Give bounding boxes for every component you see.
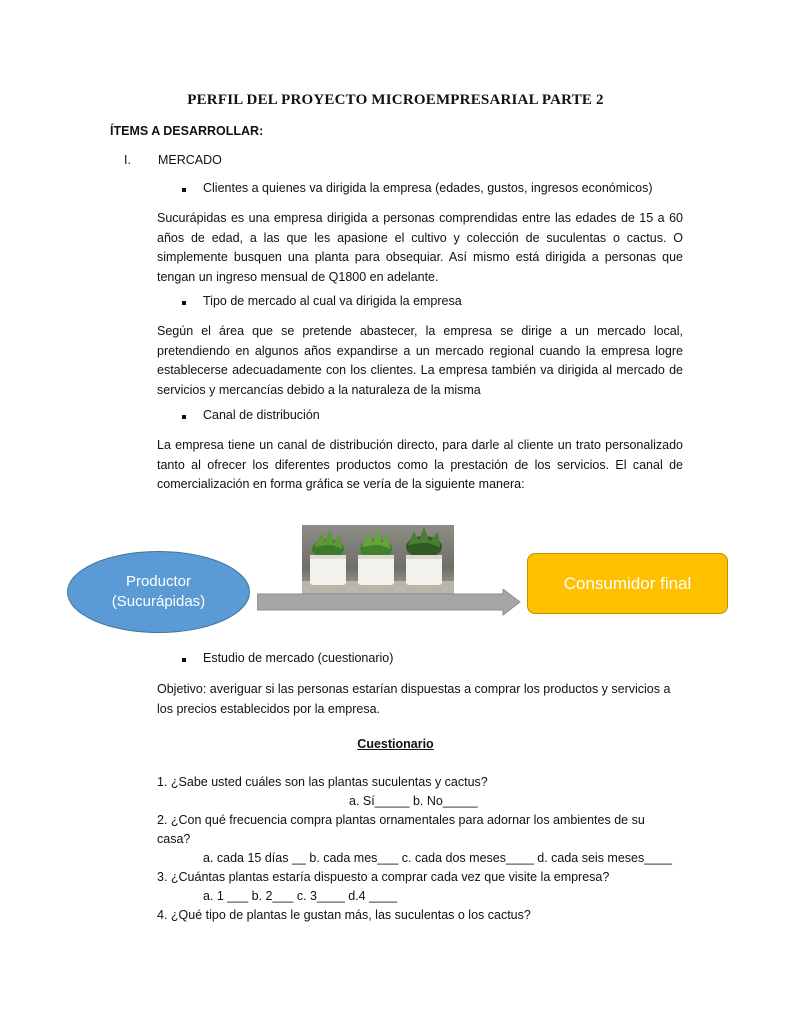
- paragraph-distribution: La empresa tiene un canal de distribución directo, para darle al cliente un trato personalizado tanto al ofrecer los diferentes productos como la prestación de los servicios. El canal de comercialización en forma gráfica se vería de la siguiente manera:: [157, 438, 683, 491]
- question-2: 2. ¿Con qué frecuencia compra plantas ornamentales para adornar los ambientes de su: [157, 813, 645, 827]
- bullet-square-icon: [182, 658, 186, 662]
- consumer-node: [527, 553, 728, 614]
- question-3: 3. ¿Cuántas plantas estaría dispuesto a comprar cada vez que visite la empresa?: [157, 870, 610, 884]
- bullet-label: Canal de distribución: [203, 408, 320, 422]
- bullet-clients: [203, 181, 653, 195]
- bullet-market-study: [203, 651, 393, 665]
- question-2-options: a. cada 15 días __ b. cada mes___ c. cada dos meses____ d. cada seis meses____: [203, 851, 673, 865]
- bullet-square-icon: [182, 415, 186, 419]
- producer-label: Productor: [125, 573, 192, 590]
- questionnaire-title: Cuestionario: [357, 737, 434, 751]
- distribution-arrow-icon: [257, 589, 522, 617]
- section-number: I.: [124, 153, 131, 167]
- question-1-options: a. Sí_____ b. No_____: [349, 794, 478, 808]
- document-title: PERFIL DEL PROYECTO MICROEMPRESARIAL PARTE 2: [187, 92, 604, 108]
- question-2-continued: casa?: [157, 832, 191, 846]
- bullet-label: Estudio de mercado (cuestionario): [203, 651, 394, 665]
- bullet-label: Clientes a quienes va dirigida la empresa (edades, gustos, ingresos económicos): [203, 181, 653, 195]
- bullet-distribution: [203, 408, 320, 422]
- question-1: 1. ¿Sabe usted cuáles son las plantas suculentas y cactus?: [157, 775, 488, 789]
- paragraph-market-type: Según el área que se pretende abastecer, la empresa se dirige a un mercado local, pretendiendo en algunos años expandirse a un mercado regional cuando la empresa logre establecerse adecuadamente con los clientes. La empresa también va dirigida al mercado de servicios y mercancías debido a la naturaleza de la misma: [157, 324, 683, 397]
- producer-sublabel: (Sucurápidas): [111, 593, 206, 610]
- question-3-options: a. 1 ___ b. 2___ c. 3____ d.4 ____: [203, 889, 397, 903]
- bullet-label: Tipo de mercado al cual va dirigida la empresa: [203, 294, 462, 308]
- section-label: MERCADO: [158, 153, 222, 167]
- producer-node: [67, 551, 250, 633]
- bullet-square-icon: [182, 188, 186, 192]
- items-heading: ÍTEMS A DESARROLLAR:: [110, 124, 264, 138]
- consumer-label: Consumidor final: [563, 573, 692, 593]
- paragraph-clients: Sucurápidas es una empresa dirigida a personas comprendidas entre las edades de 15 a 60 años de edad, a las que les apasione el cultivo y colección de suculentas o cactus. O simplemente busquen una planta para obsequiar. Así mismo está dirigida a personas que tengan un ingreso mensual de Q1800 en adelante.: [157, 211, 683, 284]
- bullet-square-icon: [182, 301, 186, 305]
- paragraph-objective: Objetivo: averiguar si las personas estarían dispuestas a comprar los productos y servicios a los precios establecidos por la empresa.: [157, 682, 671, 716]
- question-4: 4. ¿Qué tipo de plantas le gustan más, las suculentas o los cactus?: [157, 908, 531, 922]
- succulents-photo: [302, 525, 454, 595]
- bullet-market-type: [203, 294, 462, 308]
